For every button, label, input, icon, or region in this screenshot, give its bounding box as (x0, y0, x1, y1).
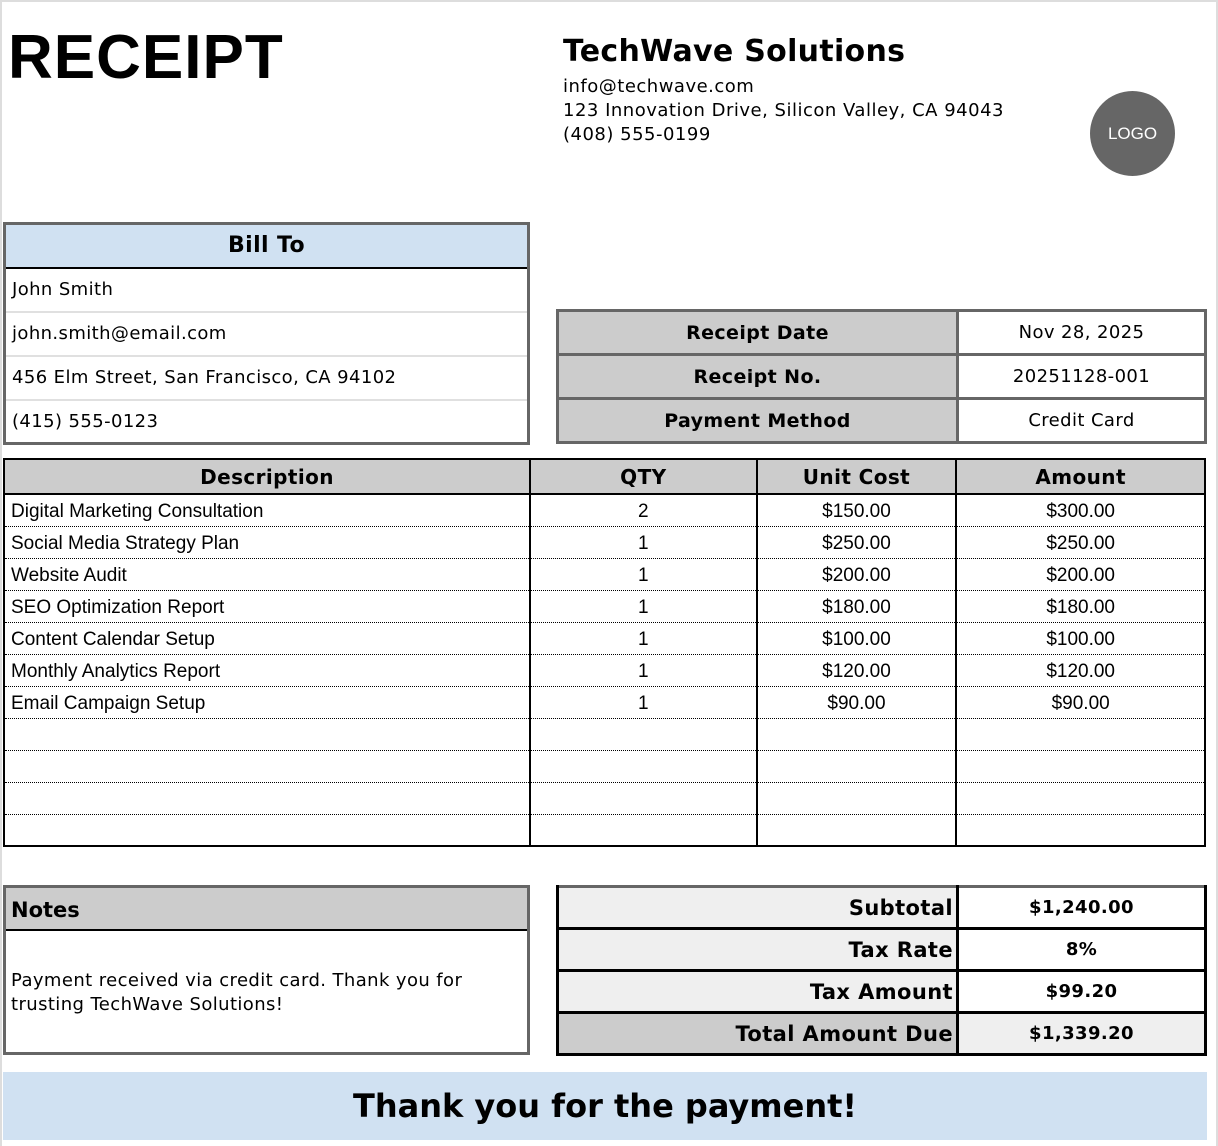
item-row (4, 558, 1205, 590)
item-qty (530, 782, 757, 814)
item-unit-cost (757, 750, 957, 782)
item-qty: 1 (530, 558, 757, 590)
receipt-info-table (556, 309, 1207, 444)
receipt-title: RECEIPT (8, 23, 284, 92)
company-phone: (408) 555-0199 (563, 124, 711, 145)
item-unit-cost (757, 782, 957, 814)
tax-rate-label: Tax Rate (558, 929, 958, 971)
item-row (4, 622, 1205, 654)
item-description: Website Audit (4, 558, 530, 590)
thank-you-banner: Thank you for the payment! (3, 1072, 1207, 1140)
item-unit-cost: $120.00 (757, 654, 957, 686)
tax-amount-value: $99.20 (958, 971, 1206, 1013)
item-qty: 1 (530, 654, 757, 686)
receipt-no-label: Receipt No. (558, 355, 958, 399)
totals-table (556, 885, 1207, 1056)
item-description: Content Calendar Setup (4, 622, 530, 654)
item-description (4, 782, 530, 814)
company-name: TechWave Solutions (563, 34, 906, 69)
item-qty: 1 (530, 526, 757, 558)
item-amount: $200.00 (956, 558, 1205, 590)
item-unit-cost (757, 718, 957, 750)
items-table (3, 458, 1206, 847)
item-qty (530, 718, 757, 750)
item-row (4, 526, 1205, 558)
item-qty: 1 (530, 590, 757, 622)
total-due-label: Total Amount Due (558, 1013, 958, 1055)
col-amount: Amount (956, 459, 1205, 494)
empty-row (4, 750, 1205, 782)
bill-to-email: john.smith@email.com (5, 312, 529, 356)
item-row (4, 494, 1205, 526)
empty-row (4, 814, 1205, 846)
payment-method-value: Credit Card (958, 399, 1206, 443)
item-unit-cost: $90.00 (757, 686, 957, 718)
company-info (563, 34, 1004, 147)
item-qty: 1 (530, 622, 757, 654)
empty-row (4, 782, 1205, 814)
item-amount: $300.00 (956, 494, 1205, 526)
col-description: Description (4, 459, 530, 494)
subtotal-value: $1,240.00 (958, 887, 1206, 929)
bill-to-address: 456 Elm Street, San Francisco, CA 94102 (5, 356, 529, 400)
notes-header: Notes (6, 888, 527, 931)
item-unit-cost: $180.00 (757, 590, 957, 622)
bill-to-table (3, 222, 530, 445)
bill-to-header: Bill To (5, 224, 529, 268)
item-unit-cost: $250.00 (757, 526, 957, 558)
tax-amount-label: Tax Amount (558, 971, 958, 1013)
receipt-date-value: Nov 28, 2025 (958, 311, 1206, 355)
item-unit-cost (757, 814, 957, 846)
item-description: Email Campaign Setup (4, 686, 530, 718)
item-description: Monthly Analytics Report (4, 654, 530, 686)
item-amount: $90.00 (956, 686, 1205, 718)
item-qty (530, 750, 757, 782)
item-qty: 1 (530, 686, 757, 718)
item-description (4, 814, 530, 846)
receipt-date-label: Receipt Date (558, 311, 958, 355)
item-row (4, 686, 1205, 718)
item-row (4, 654, 1205, 686)
subtotal-label: Subtotal (558, 887, 958, 929)
item-amount: $100.00 (956, 622, 1205, 654)
col-qty: QTY (530, 459, 757, 494)
item-unit-cost: $150.00 (757, 494, 957, 526)
company-address: 123 Innovation Drive, Silicon Valley, CA 94043 (563, 100, 1004, 121)
item-description: Social Media Strategy Plan (4, 526, 530, 558)
item-amount: $180.00 (956, 590, 1205, 622)
item-description (4, 718, 530, 750)
bill-to-name: John Smith (5, 268, 529, 312)
notes-box (3, 885, 530, 1055)
col-unit-cost: Unit Cost (757, 459, 957, 494)
logo-placeholder: LOGO (1090, 91, 1175, 176)
notes-text: Payment received via credit card. Thank you for trusting TechWave Solutions! (11, 970, 463, 1015)
total-due-value: $1,339.20 (958, 1013, 1206, 1055)
item-amount (956, 782, 1205, 814)
item-amount (956, 750, 1205, 782)
item-description: Digital Marketing Consultation (4, 494, 530, 526)
item-description (4, 750, 530, 782)
receipt-no-value: 20251128-001 (958, 355, 1206, 399)
item-qty: 2 (530, 494, 757, 526)
payment-method-label: Payment Method (558, 399, 958, 443)
company-email: info@techwave.com (563, 76, 755, 97)
item-amount: $250.00 (956, 526, 1205, 558)
item-amount: $120.00 (956, 654, 1205, 686)
item-qty (530, 814, 757, 846)
item-unit-cost: $100.00 (757, 622, 957, 654)
empty-row (4, 718, 1205, 750)
item-unit-cost: $200.00 (757, 558, 957, 590)
item-description: SEO Optimization Report (4, 590, 530, 622)
item-amount (956, 814, 1205, 846)
item-row (4, 590, 1205, 622)
bill-to-phone: (415) 555-0123 (5, 400, 529, 444)
item-amount (956, 718, 1205, 750)
tax-rate-value: 8% (958, 929, 1206, 971)
